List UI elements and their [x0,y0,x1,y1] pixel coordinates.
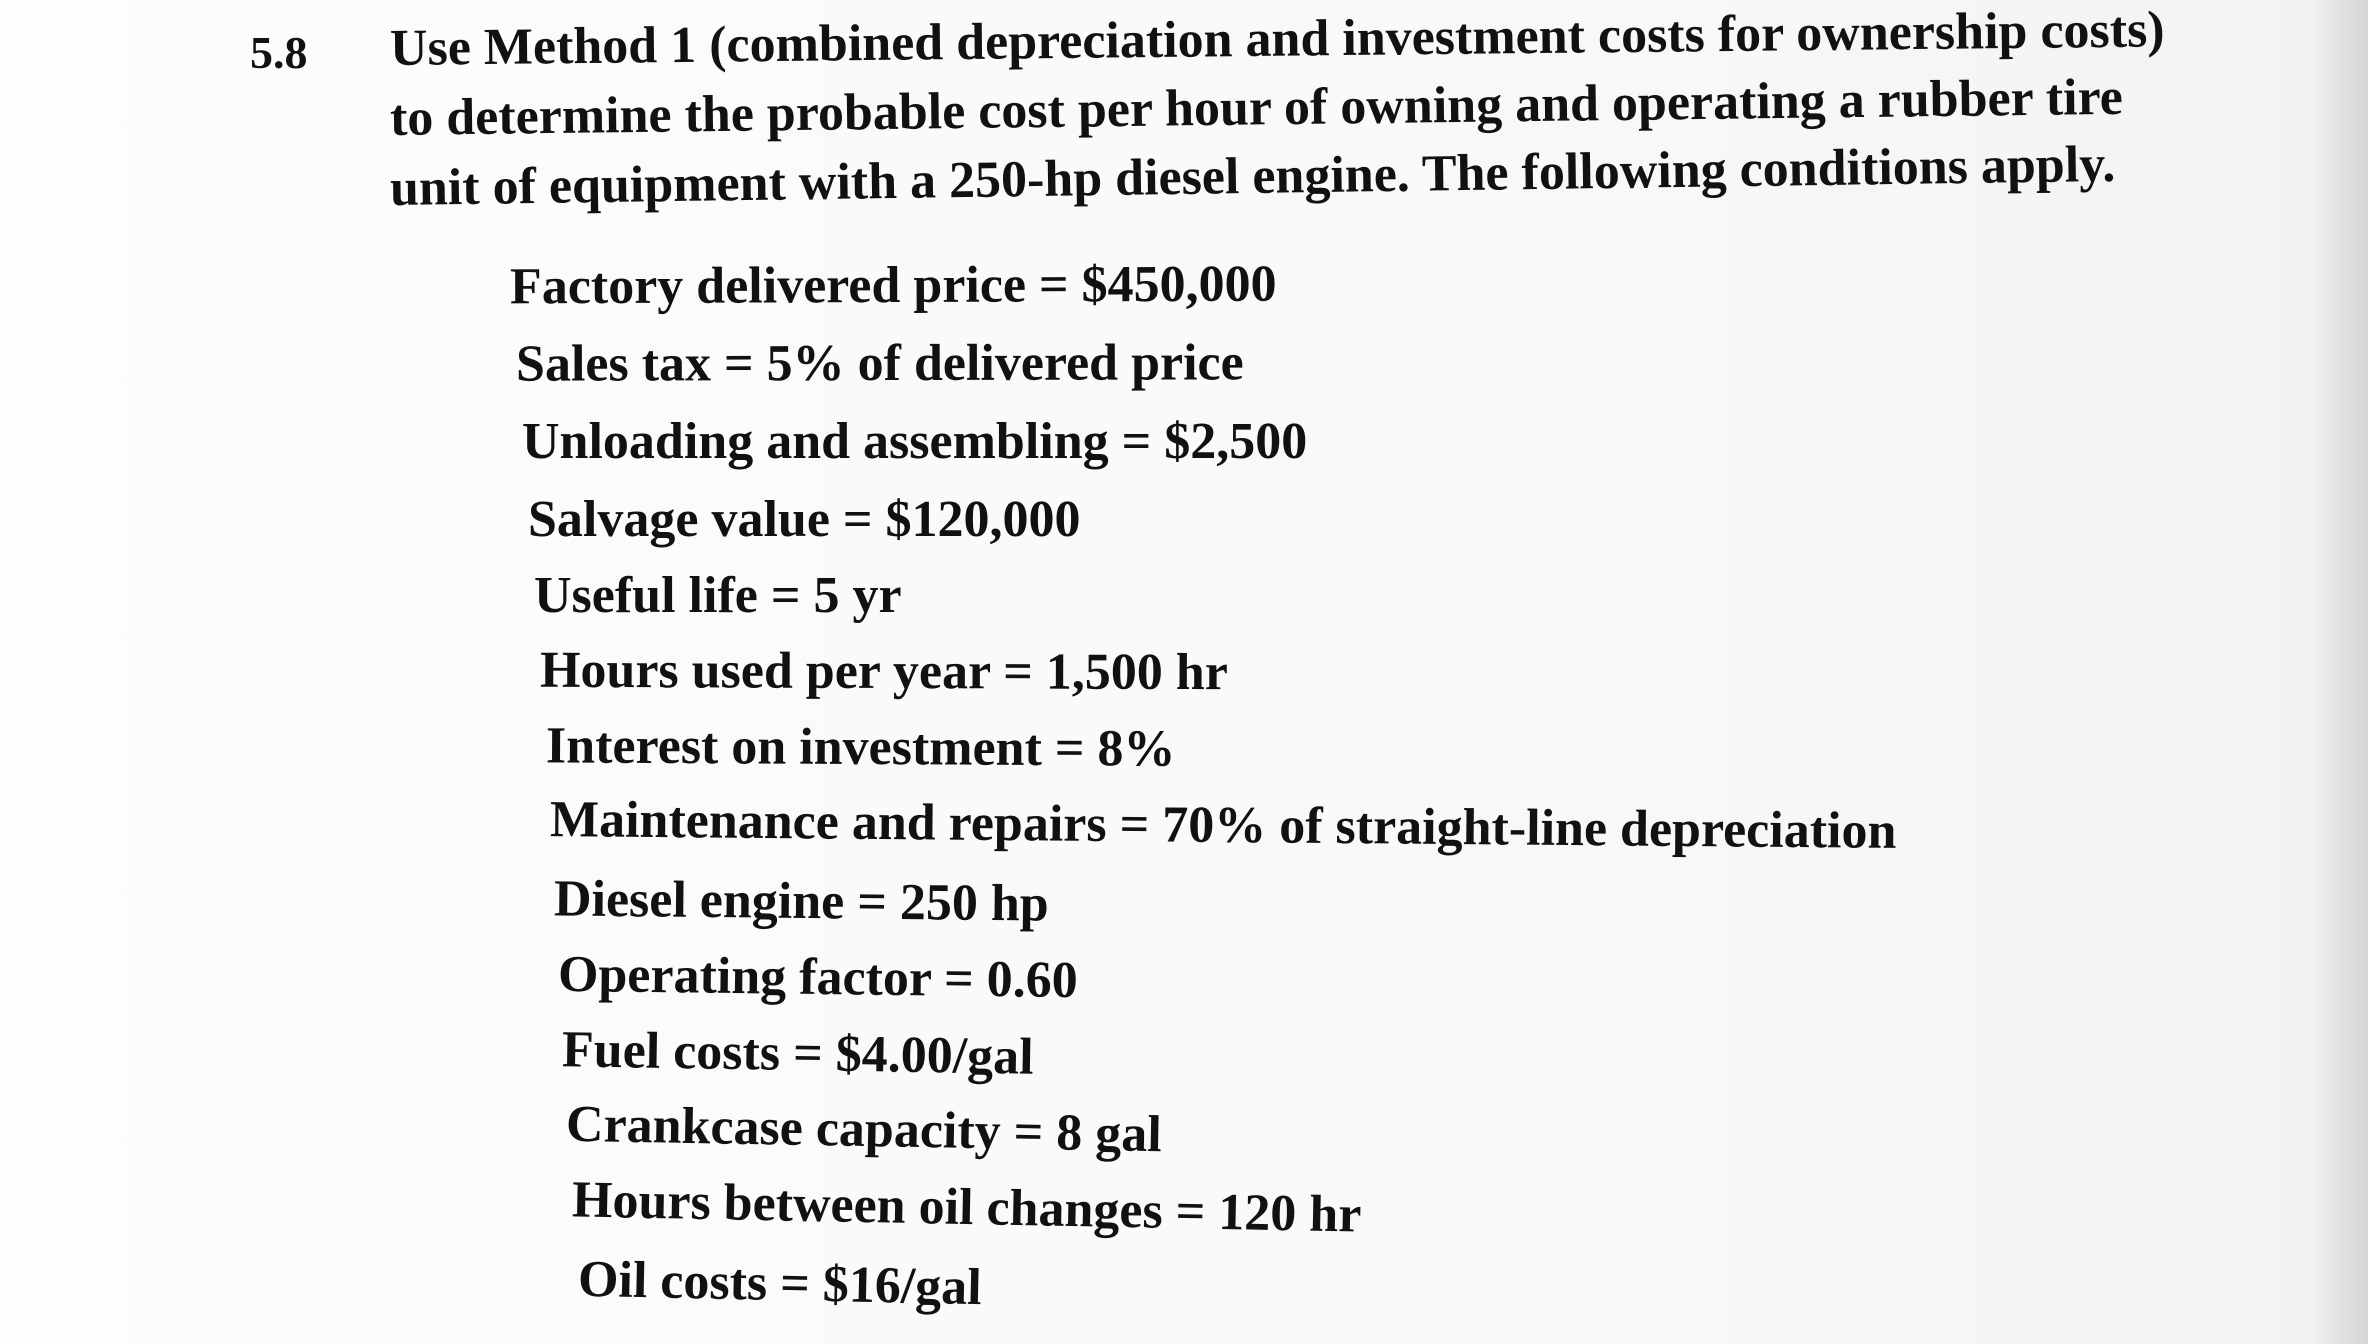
problem-statement-line: unit of equipment with a 250-hp diesel engine. The following conditions apply. [389,135,2116,217]
condition-crankcase-capacity: Crankcase capacity = 8 gal [565,1095,1163,1164]
condition-useful-life: Useful life = 5 yr [534,567,902,624]
condition-unloading-assembling: Unloading and assembling = $2,500 [522,413,1308,470]
condition-interest: Interest on investment = 8% [545,717,1176,778]
problem-statement-line: Use Method 1 (combined depreciation and investment costs for ownership costs) [389,1,2165,77]
condition-hours-per-year: Hours used per year = 1,500 hr [539,641,1228,702]
problem-statement-line: to determine the probable cost per hour of owning and operating a rubber tire [389,68,2124,147]
condition-oil-change-interval: Hours between oil changes = 120 hr [571,1171,1362,1244]
condition-factory-delivered-price: Factory delivered price = $450,000 [509,255,1277,316]
condition-sales-tax: Sales tax = 5% of delivered price [515,334,1244,393]
condition-diesel-engine: Diesel engine = 250 hp [553,870,1050,933]
condition-fuel-costs: Fuel costs = $4.00/gal [561,1021,1035,1086]
condition-oil-costs: Oil costs = $16/gal [577,1250,983,1317]
condition-salvage-value: Salvage value = $120,000 [528,491,1081,548]
condition-maintenance-repairs: Maintenance and repairs = 70% of straight-line depreciation [549,791,1897,860]
problem-statement [389,1,2290,224]
problem-number: 5.8 [250,27,308,78]
page-edge-shadow [2308,0,2368,1344]
condition-operating-factor: Operating factor = 0.60 [557,945,1079,1010]
